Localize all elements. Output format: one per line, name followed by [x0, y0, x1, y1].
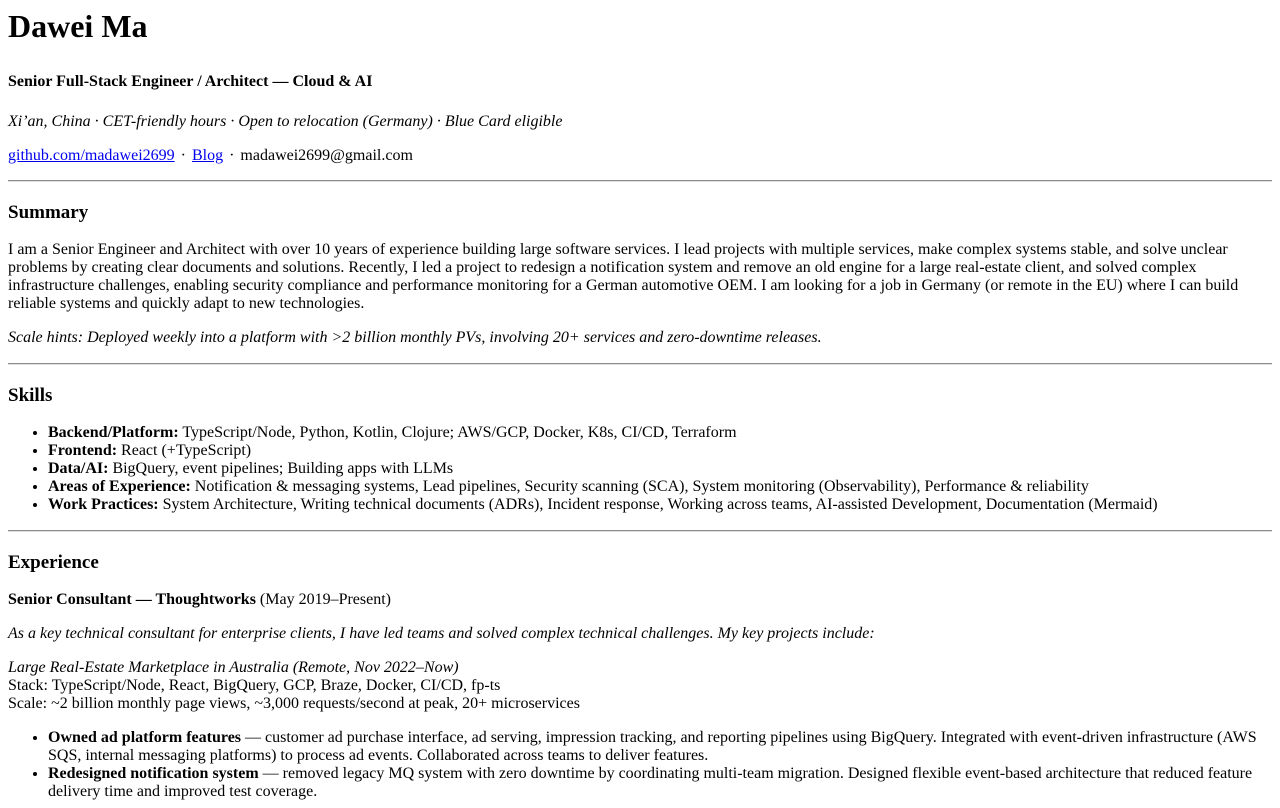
skill-label: Backend/Platform:	[48, 424, 179, 441]
resume-name: Dawei Ma	[8, 8, 148, 44]
bullet-item	[48, 729, 1272, 765]
experience-heading: Experience	[8, 552, 99, 573]
experience-intro: As a key technical consultant for enterprise clients, I have led teams and solved complex technical challenges. My key projects include:	[8, 625, 875, 642]
role-title: Senior Consultant — Thoughtworks	[8, 591, 256, 608]
skill-item	[48, 478, 1272, 496]
bullet-text: — customer ad purchase interface, ad serving, impression tracking, and reporting pipelines using BigQuery. Integrated with event-driven infrastructure (AWS SQS, internal messaging platforms) to process ad events. Collaborated across teams to deliver features.	[48, 729, 1257, 764]
role-line	[8, 591, 1272, 609]
summary-text: I am a Senior Engineer and Architect with over 10 years of experience building large software services. I lead projects with multiple services, make complex systems stable, and solve unclear problems by creating clear documents and solutions. Recently, I led a project to redesign a notification system and remove an old engine for a large real-estate client, and solved complex infrastructure challenges, enabling security compliance and performance monitoring for a German automotive OEM. I am looking for a job in Germany (or remote in the EU) where I can build reliable systems and quickly adapt to new technologies.	[8, 241, 1239, 312]
project-bullets	[8, 729, 1272, 801]
divider	[8, 363, 1272, 365]
project-scale: Scale: ~2 billion monthly page views, ~3,000 requests/second at peak, 20+ microservices	[8, 695, 580, 712]
skills-list	[8, 424, 1272, 514]
skill-label: Data/AI:	[48, 460, 109, 477]
skill-value: React (+TypeScript)	[117, 442, 252, 459]
email-address: madawei2699@gmail.com	[240, 147, 413, 164]
divider	[8, 530, 1272, 532]
scale-hints: Scale hints: Deployed weekly into a platform with >2 billion monthly PVs, involving 20+ services and zero-downtime releases.	[8, 329, 822, 346]
bullet-item	[48, 765, 1272, 801]
skill-item	[48, 442, 1272, 460]
bullet-label: Owned ad platform features	[48, 729, 242, 746]
contact-links	[8, 147, 1272, 165]
skills-heading: Skills	[8, 385, 53, 406]
skill-item	[48, 424, 1272, 442]
skill-item	[48, 496, 1272, 514]
separator: ·	[180, 147, 186, 164]
github-link[interactable]: github.com/madawei2699	[8, 147, 175, 164]
skill-value: Notification & messaging systems, Lead pipelines, Security scanning (SCA), System monitoring (Observability), Performance & reliability	[190, 478, 1089, 495]
skill-value: BigQuery, event pipelines; Building apps with LLMs	[108, 460, 454, 477]
skill-value: System Architecture, Writing technical documents (ADRs), Incident response, Working across teams, AI-assisted Development, Documentation (Mermaid)	[158, 496, 1158, 513]
job-title: Senior Full-Stack Engineer / Architect — Cloud & AI	[8, 73, 373, 90]
divider	[8, 180, 1272, 182]
location-line: Xi’an, China · CET-friendly hours · Open to relocation (Germany) · Blue Card eligible	[8, 113, 563, 130]
skill-label: Work Practices:	[48, 496, 159, 513]
bullet-text: — removed legacy MQ system with zero downtime by coordinating multi-team migration. Designed flexible event-based architecture that reduced feature delivery time and improved test coverage.	[48, 765, 1253, 800]
skill-label: Frontend:	[48, 442, 118, 459]
skill-value: TypeScript/Node, Python, Kotlin, Clojure; AWS/GCP, Docker, K8s, CI/CD, Terraform	[178, 424, 737, 441]
skill-label: Areas of Experience:	[48, 478, 191, 495]
project-stack: Stack: TypeScript/Node, React, BigQuery, GCP, Braze, Docker, CI/CD, fp-ts	[8, 677, 501, 694]
bullet-label: Redesigned notification system	[48, 765, 259, 782]
blog-link[interactable]: Blog	[191, 147, 224, 164]
role-dates: (May 2019–Present)	[255, 591, 392, 608]
skill-item	[48, 460, 1272, 478]
separator: ·	[229, 147, 235, 164]
summary-heading: Summary	[8, 202, 89, 223]
project-name: Large Real-Estate Marketplace in Australia (Remote, Nov 2022–Now)	[8, 659, 459, 676]
resume-page	[0, 8, 1280, 801]
project-block	[8, 659, 1272, 713]
